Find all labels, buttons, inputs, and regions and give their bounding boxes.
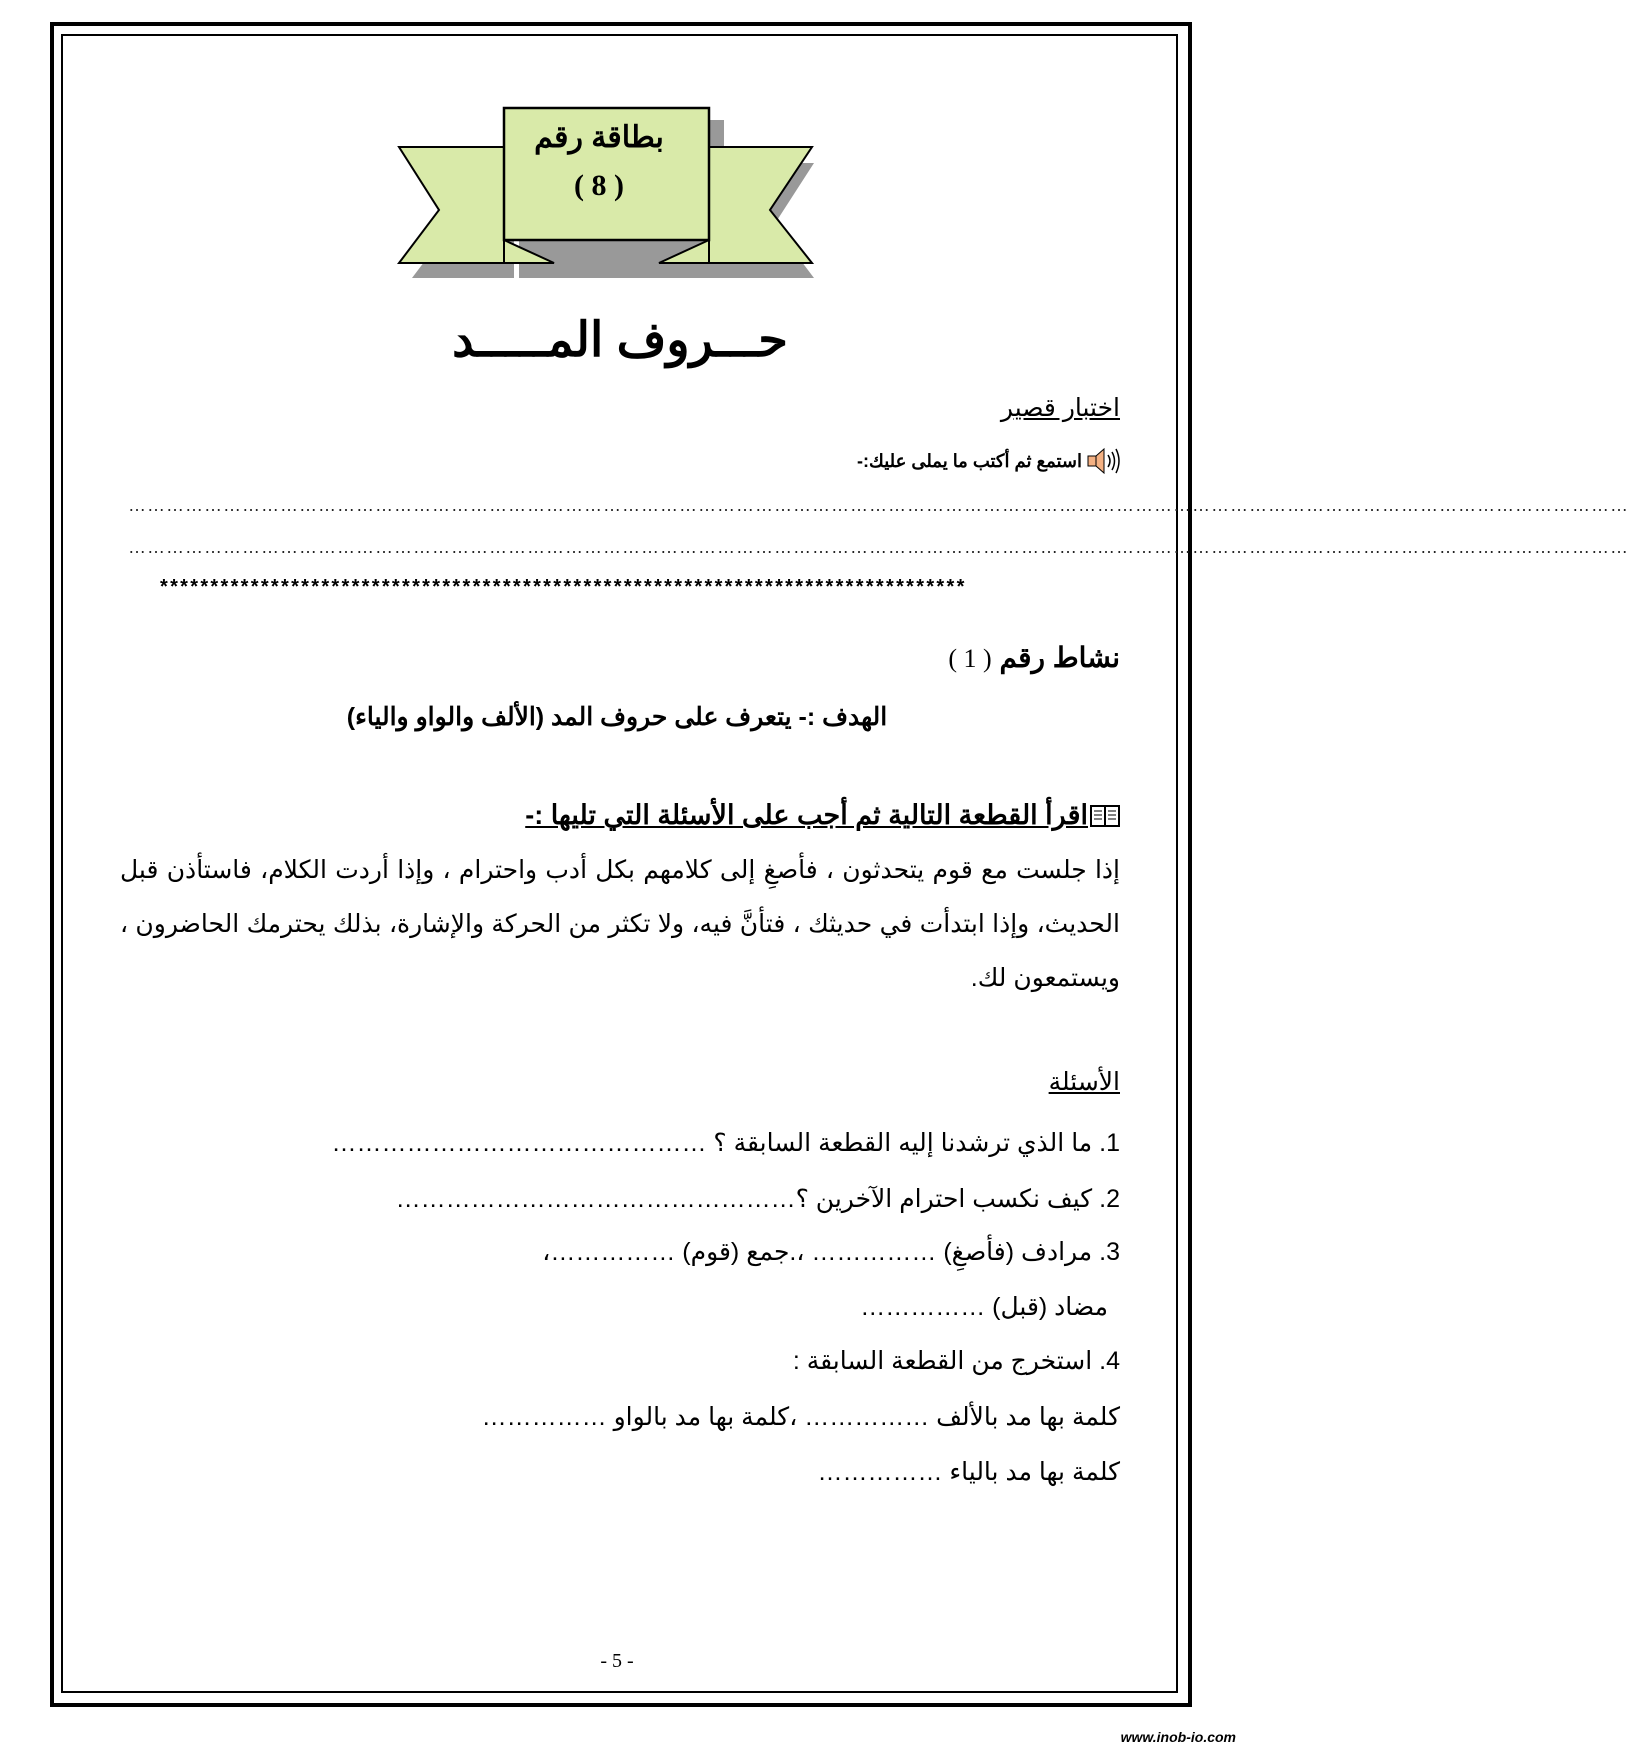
questions-heading: الأسئلة [1048,1068,1120,1096]
reading-passage: إذا جلست مع قوم يتحدثون ، فأصغِ إلى كلامهم بكل أدب واحترام ، وإذا أردت الكلام، فاستأذن قبل الحديث، وإذا ابتدأت في حديثك ، فتأنَّ فيه، ولا تكثر من الحركة والإشارة، بذلك يحترمك الحاضرون ، ويستمعون لك. [120,856,1120,992]
footer-website[interactable]: www.inob-io.com [1120,1729,1236,1745]
card-label-box [509,120,689,203]
answer-line-2[interactable]: ………………………………………………………………………………………………………………………………………………………………………………………………………………… [128,537,1629,557]
question-4: 4. استخرج من القطعة السابقة : [792,1347,1120,1375]
reading-instruction: اقرأ القطعة التالية ثم أجب على الأسئلة التي تليها :- [525,800,1088,830]
page-number: - 5 - [600,1650,634,1672]
answer-line-1[interactable]: ………………………………………………………………………………………………………………………………………………………………………………………………………………… [128,495,1629,515]
activity-number: ( 1 ) [948,644,992,673]
book-icon [1090,803,1120,829]
quiz-instruction: استمع ثم أكتب ما يملى عليك:- [857,450,1082,471]
quiz-heading: اختبار قصير [1000,394,1120,422]
question-1: 1. ما الذي ترشدنا إليه القطعة السابقة ؟ ……………………………………… [331,1129,1120,1157]
speaker-icon[interactable] [1088,446,1120,476]
card-label: بطاقة رقم [534,121,664,154]
question-3-antonym: مضاد (قبل) …………… [860,1293,1108,1321]
question-3: 3. مرادف (فأصغِ) …………… ،.جمع (قوم) ……………، [542,1238,1120,1266]
card-number: ( 8 ) [574,169,624,202]
activity-goal: الهدف :- يتعرف على حروف المد (الألف والواو والياء) [346,703,888,731]
question-4-alef-waw: كلمة بها مد بالألف …………… ،كلمة بها مد بالواو …………… [481,1403,1120,1431]
page-title: حـــروف المـــــد [452,314,788,367]
reading-instruction-row [525,800,1120,831]
question-4-yaa: كلمة بها مد بالياء …………… [817,1458,1120,1486]
activity-heading [948,641,1120,674]
question-2: 2. كيف نكسب احترام الآخرين ؟………………………………………… [395,1185,1120,1213]
activity-label: نشاط رقم [999,642,1120,673]
quiz-instruction-row [857,446,1120,476]
card-banner [374,100,844,275]
separator-stars: ******************************************************************************** [160,576,967,598]
